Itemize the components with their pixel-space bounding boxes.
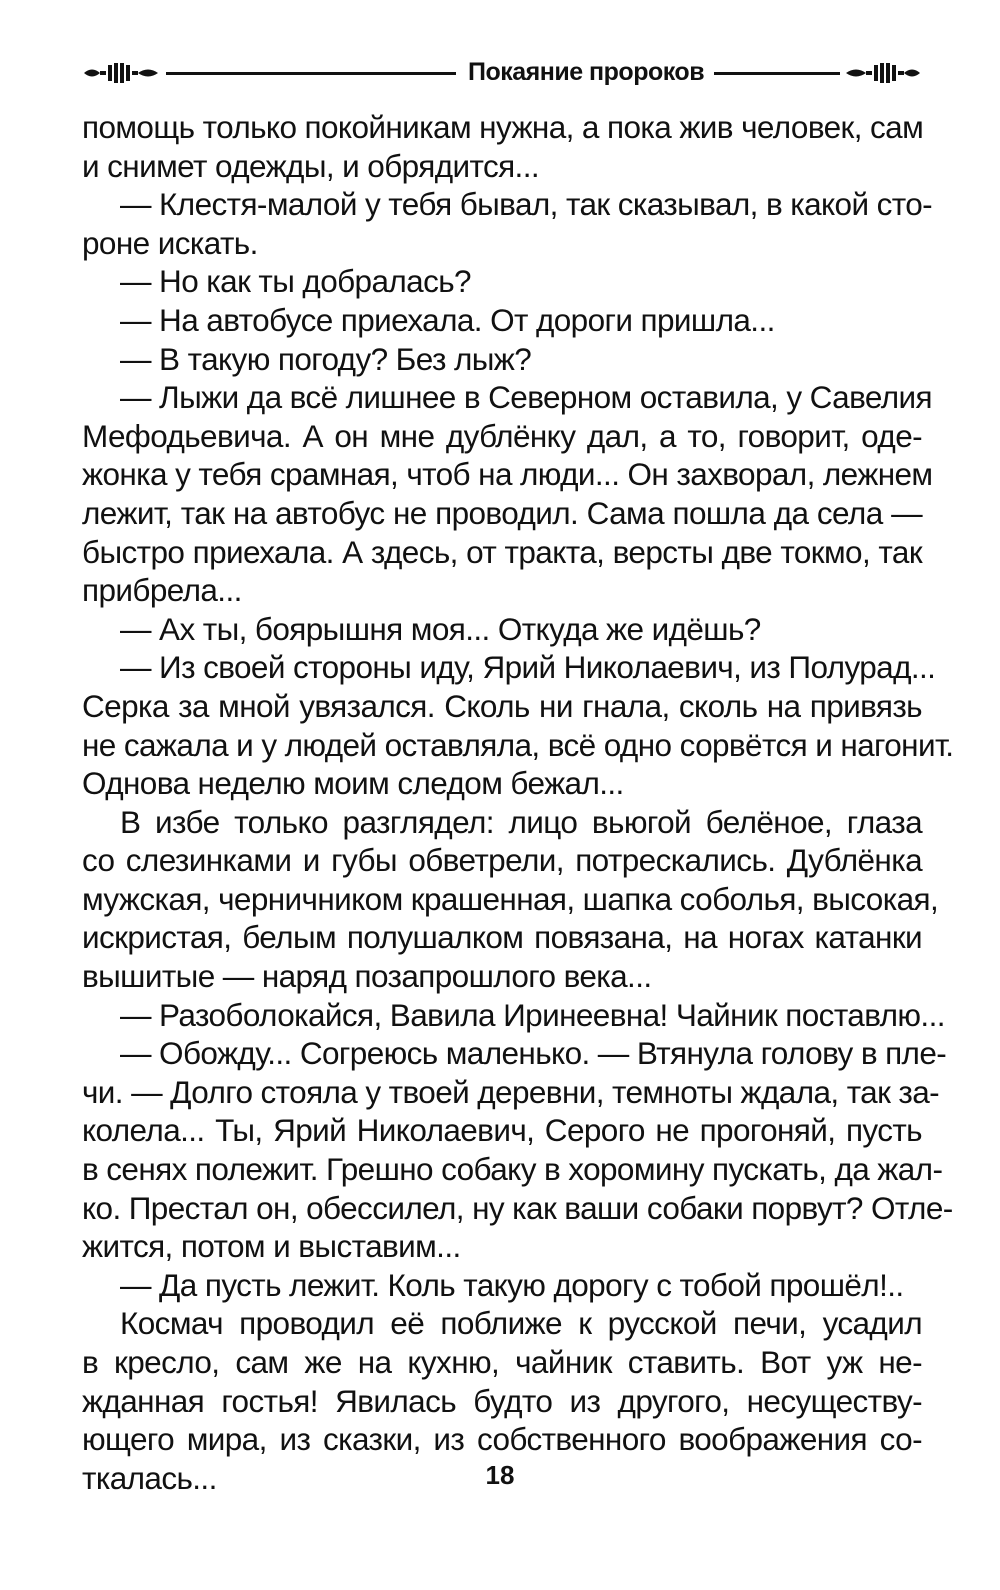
text-line: в кресло, сам же на кухню, чайник ставить. Вот уж не- <box>82 1344 922 1380</box>
text-line: искристая, белым полушалком повязана, на ногах катанки <box>82 919 922 956</box>
left-ornament-icon <box>82 60 160 86</box>
text-line: жится, потом и выставим... <box>82 1228 461 1265</box>
text-line: лежит, так на автобус не проводил. Сама пошла да села — <box>82 494 922 531</box>
text-line: Серка за мной увязался. Сколь ни гнала, сколь на привязь <box>82 687 922 724</box>
text-line: жонка у тебя срамная, чтоб на люди... Он захворал, лежнем <box>82 456 933 493</box>
text-line: быстро приехала. А здесь, от тракта, версты две токмо, так <box>82 533 922 570</box>
page-body-text <box>82 108 954 1497</box>
text-line: — Лыжи да всё лишнее в Северном оставила, у Савелия <box>120 379 932 416</box>
text-line: Однова неделю моим следом бежал... <box>82 765 624 802</box>
running-header <box>82 56 922 90</box>
text-line: — Ах ты, боярышня моя... Откуда же идёшь? <box>120 610 761 647</box>
text-line: ко. Престал он, обессилел, ну как ваши собаки порвут? Отле- <box>82 1189 953 1226</box>
text-line: вышитые — наряд позапрошлого века... <box>82 958 652 995</box>
text-line: — В такую погоду? Без лыж? <box>120 340 532 377</box>
text-line: жданная гостья! Явилась будто из другого, несуществу- <box>82 1382 922 1419</box>
text-line: мужская, черничником крашенная, шапка соболья, высокая, <box>82 880 939 917</box>
text-line: со слезинками и губы обветрели, потрескались. Дублёнка <box>82 842 922 879</box>
text-line: Космач проводил её поближе к русской печи, усадил <box>120 1305 922 1342</box>
text-line: ющего мира, из сказки, из собственного воображения со- <box>82 1421 922 1458</box>
right-ornament-icon <box>844 60 922 86</box>
text-line: в сенях полежит. Грешно собаку в хоромину пускать, да жал- <box>82 1151 943 1188</box>
text-line: — Из своей стороны иду, Ярий Николаевич, из Полурад... <box>120 649 936 686</box>
text-line: не сажала и у людей оставляла, всё одно сорвётся и нагонит. <box>82 726 954 763</box>
text-line: Мефодьевича. А он мне дублёнку дал, а то, говорит, оде- <box>82 417 922 454</box>
text-line: колела... Ты, Ярий Николаевич, Серого не прогоняй, пусть <box>82 1112 922 1149</box>
text-line: роне искать. <box>82 224 258 261</box>
text-line: — На автобусе приехала. От дороги пришла... <box>120 301 775 338</box>
text-line: чи. — Долго стояла у твоей деревни, темноты ждала, так за- <box>82 1073 940 1110</box>
text-line: ткалась... <box>82 1459 217 1496</box>
text-line: — Да пусть лежит. Коль такую дорогу с тобой прошёл!.. <box>120 1266 904 1303</box>
text-line: В избе только разглядел: лицо вьюгой белёное, глаза <box>120 803 922 840</box>
text-line: прибрела... <box>82 572 242 609</box>
running-title: Покаяние пророков <box>468 58 705 86</box>
text-line: — Но как ты добралась? <box>120 263 471 300</box>
text-line: — Обожду... Согреюсь маленько. — Втянула голову в пле- <box>120 1035 947 1072</box>
page-number: 18 <box>485 1460 515 1490</box>
text-line: и снимет одежды, и обрядится... <box>82 147 540 184</box>
header-rule-left <box>166 72 456 75</box>
text-line: — Клестя-малой у тебя бывал, так сказывал, в какой сто- <box>120 186 933 223</box>
header-rule-right <box>714 72 840 75</box>
text-line: — Разоболокайся, Вавила Иринеевна! Чайник поставлю... <box>120 996 945 1033</box>
text-line: помощь только покойникам нужна, а пока жив человек, сам <box>82 109 924 145</box>
